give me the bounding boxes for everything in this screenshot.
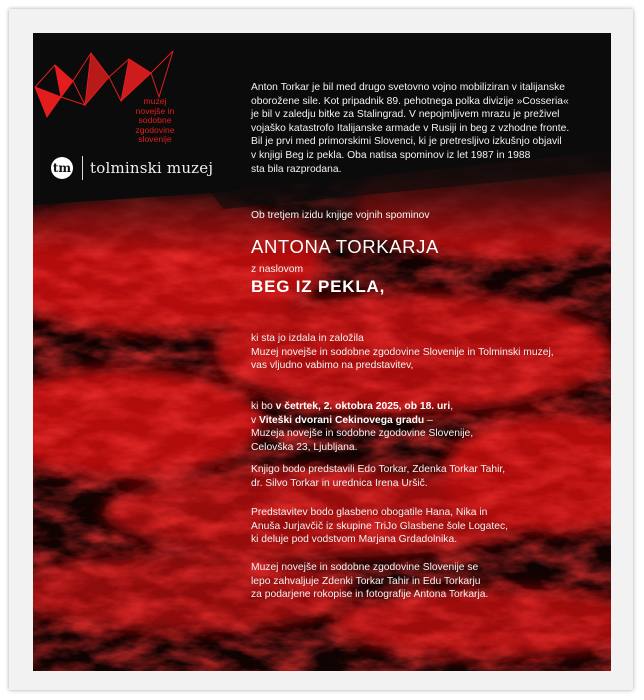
presenters-line: Knjigo bodo predstavili Edo Torkar, Zdenka Torkar Tahir,	[251, 464, 506, 475]
museum-name-line: muzej	[143, 96, 167, 106]
publishers-line: ki sta jo izdala in založila	[251, 333, 364, 344]
intro-paragraph	[251, 81, 603, 176]
tm-logo-mark: tm	[51, 157, 73, 179]
intro-line: Anton Torkar je bil med drugo svetovno vojno mobiliziran v italijanske	[251, 82, 566, 93]
museum-name-line: novejše in	[135, 105, 175, 116]
event-datetime: v četrtek, 2. oktobra 2025, ob 18. uri	[275, 401, 451, 412]
publishers-line: Muzej novejše in sodobne zgodovine Slovenije in Tolminski muzej,	[251, 346, 554, 358]
presenters-paragraph	[251, 463, 505, 490]
book-title	[251, 277, 385, 297]
title-intro: z naslovom	[251, 264, 304, 275]
thanks-paragraph	[251, 561, 488, 602]
event-venue: Viteški dvorani Cekinovega gradu	[259, 414, 425, 426]
music-line: Anuša Jurjavčič iz skupine TriJo Glasbene šole Logatec,	[251, 520, 508, 532]
logo-divider	[82, 156, 83, 180]
event-venue-line: v Viteški dvorani Cekinovega gradu –	[251, 414, 433, 426]
presenters-line: dr. Silvo Torkar in urednica Irena Uršič.	[251, 477, 428, 489]
book-title-text: BEG IZ PEKLA	[251, 277, 380, 296]
intro-line: Bil je prvi med primorskimi Slovenci, ki je pretresljivo izkušnjo objavil	[251, 136, 562, 148]
invitation-card	[33, 33, 611, 671]
event-line: Muzeja novejše in sodobne zgodovine Slovenije,	[251, 428, 474, 440]
intro-line: je bil v zaledju bitke za Stalingrad. V nepojmljivem mrazu je preživel	[251, 109, 560, 121]
intro-line: v knjigi Beg iz pekla. Oba natisa spominov iz let 1987 in 1988	[251, 149, 531, 161]
event-details	[251, 400, 473, 454]
intro-line: sta bila razprodana.	[251, 163, 342, 175]
author-name: ANTONA TORKARJA	[251, 236, 439, 257]
event-date-line: ki bo v četrtek, 2. oktobra 2025, ob 18. uri,	[251, 401, 454, 412]
invite-line: Ob tretjem izidu knjige vojnih spominov	[251, 210, 430, 221]
music-paragraph	[251, 506, 508, 547]
tm-logo-text: tolminski muzej	[90, 159, 214, 177]
publishers-paragraph	[251, 332, 554, 373]
tolminski-muzej-logo	[51, 155, 213, 181]
music-line: ki deluje pod vodstvom Marjana Grdadolnika.	[251, 534, 458, 546]
intro-line: vojaško katastrofo Italijanske armade v Rusiji in beg z vzhodne fronte.	[251, 122, 570, 134]
event-line: Celovška 23, Ljubljana.	[251, 441, 358, 453]
thanks-line: lepo zahvaljuje Zdenki Torkar Tahir in Edu Torkarju	[251, 575, 481, 587]
music-line: Predstavitev bodo glasbeno obogatile Hana, Nika in	[251, 507, 488, 518]
publishers-line: vas vljudno vabimo na predstavitev,	[251, 360, 414, 372]
museum-name-line: sodobne	[138, 115, 172, 126]
intro-line: oborožene sile. Kot pripadnik 89. pehotnega polka divizije »Cosseria«	[251, 95, 569, 107]
museum-name-line: zgodovine	[135, 124, 175, 135]
thanks-line: za podarjene rokopise in fotografije Antona Torkarja.	[251, 589, 489, 601]
book-title-comma: ,	[379, 277, 386, 296]
thanks-line: Muzej novejše in sodobne zgodovine Slovenije se	[251, 562, 479, 573]
museum-name-logo-text	[105, 97, 205, 145]
museum-name-line: slovenije	[138, 134, 172, 145]
